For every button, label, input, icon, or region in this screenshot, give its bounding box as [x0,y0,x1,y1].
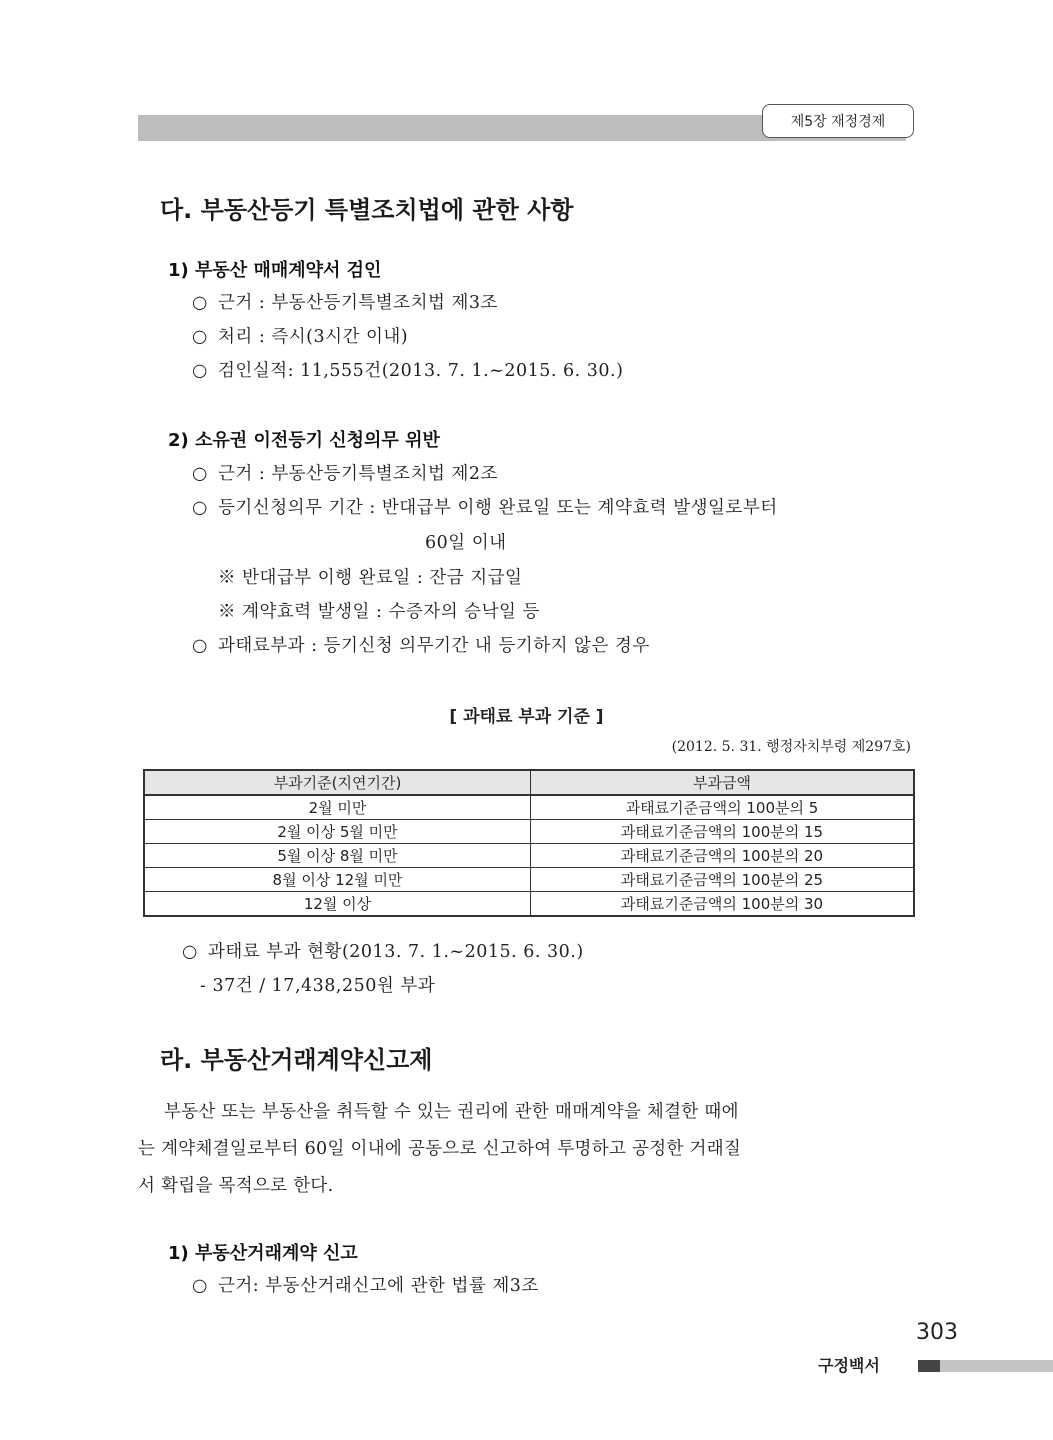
paragraph-line: 는 계약체결일로부터 60일 이내에 공동으로 신고하여 투명하고 공정한 거래질 [138,1139,742,1159]
note: ※ 계약효력 발생일 : 수증자의 승낙일 등 [218,602,540,622]
bullet-icon: ○ [182,942,198,962]
bullet-icon: ○ [192,464,208,484]
subsection-title-inspection: 1) 부동산 매매계약서 검인 [168,260,382,281]
list-item: ○ 등기신청의무 기간 : 반대급부 이행 완료일 또는 계약효력 발생일로부터 [192,498,778,518]
subsection-title-report: 1) 부동산거래계약 신고 [168,1243,358,1264]
section-title-da: 다. 부동산등기 특별조치법에 관한 사항 [160,196,574,224]
status-detail: - 37건 / 17,438,250원 부과 [200,976,436,996]
paragraph-line: 부동산 또는 부동산을 취득할 수 있는 권리에 관한 매매계약을 체결한 때에 [164,1102,739,1122]
list-item: ○ 근거: 부동산거래신고에 관한 법률 제3조 [192,1276,539,1296]
list-item: ○ 과태료 부과 현황(2013. 7. 1.~2015. 6. 30.) [182,942,584,962]
table-cell: 5월 이상 8월 미만 [144,844,531,868]
body-paragraph [138,1094,914,1205]
table-title: [ 과태료 부과 기준 ] [449,707,604,727]
list-item: ○ 검인실적: 11,555건(2013. 7. 1.~2015. 6. 30.) [192,361,624,381]
fee-standard-table [143,769,915,917]
column-header: 부과금액 [531,770,915,795]
table-cell: 과태료기준금액의 100분의 15 [531,820,915,844]
table-source: (2012. 5. 31. 행정자치부령 제297호) [671,739,911,755]
table-header-row [144,770,914,795]
list-item: ○ 근거 : 부동산등기특별조치법 제2조 [192,464,498,484]
table-row [144,892,914,917]
bullet-icon: ○ [192,361,208,381]
bullet-icon: ○ [192,293,208,313]
footer-bar-dark [918,1360,940,1372]
list-item: ○ 과태료부과 : 등기신청 의무기간 내 등기하지 않은 경우 [192,636,650,656]
chapter-tab [762,104,914,138]
list-item: ○ 근거 : 부동산등기특별조치법 제3조 [192,293,498,313]
note: ※ 반대급부 이행 완료일 : 잔금 지급일 [218,568,523,588]
subsection-title-violation: 2) 소유권 이전등기 신청의무 위반 [168,430,440,451]
bullet-icon: ○ [192,636,208,656]
table-cell: 12월 이상 [144,892,531,917]
page-number: 303 [916,1320,958,1345]
table-cell: 2월 미만 [144,795,531,820]
table-row [144,868,914,892]
table-cell: 8월 이상 12월 미만 [144,868,531,892]
list-item-continuation: 60일 이내 [425,533,507,553]
list-item: ○ 처리 : 즉시(3시간 이내) [192,327,409,347]
bullet-icon: ○ [192,498,208,518]
book-title: 구정백서 [818,1356,880,1375]
table-row [144,820,914,844]
bullet-icon: ○ [192,1276,208,1296]
table-cell: 과태료기준금액의 100분의 25 [531,868,915,892]
table-row [144,844,914,868]
table-row [144,795,914,820]
section-title-ra: 라. 부동산거래계약신고제 [160,1046,433,1074]
column-header: 부과기준(지연기간) [144,770,531,795]
table-cell: 2월 이상 5월 미만 [144,820,531,844]
footer-bar-light [940,1360,1053,1372]
chapter-label: 제5장 재정경제 [790,114,886,130]
paragraph-line: 서 확립을 목적으로 한다. [138,1176,334,1196]
table-cell: 과태료기준금액의 100분의 5 [531,795,915,820]
table-cell: 과태료기준금액의 100분의 20 [531,844,915,868]
bullet-icon: ○ [192,327,208,347]
table-cell: 과태료기준금액의 100분의 30 [531,892,915,917]
